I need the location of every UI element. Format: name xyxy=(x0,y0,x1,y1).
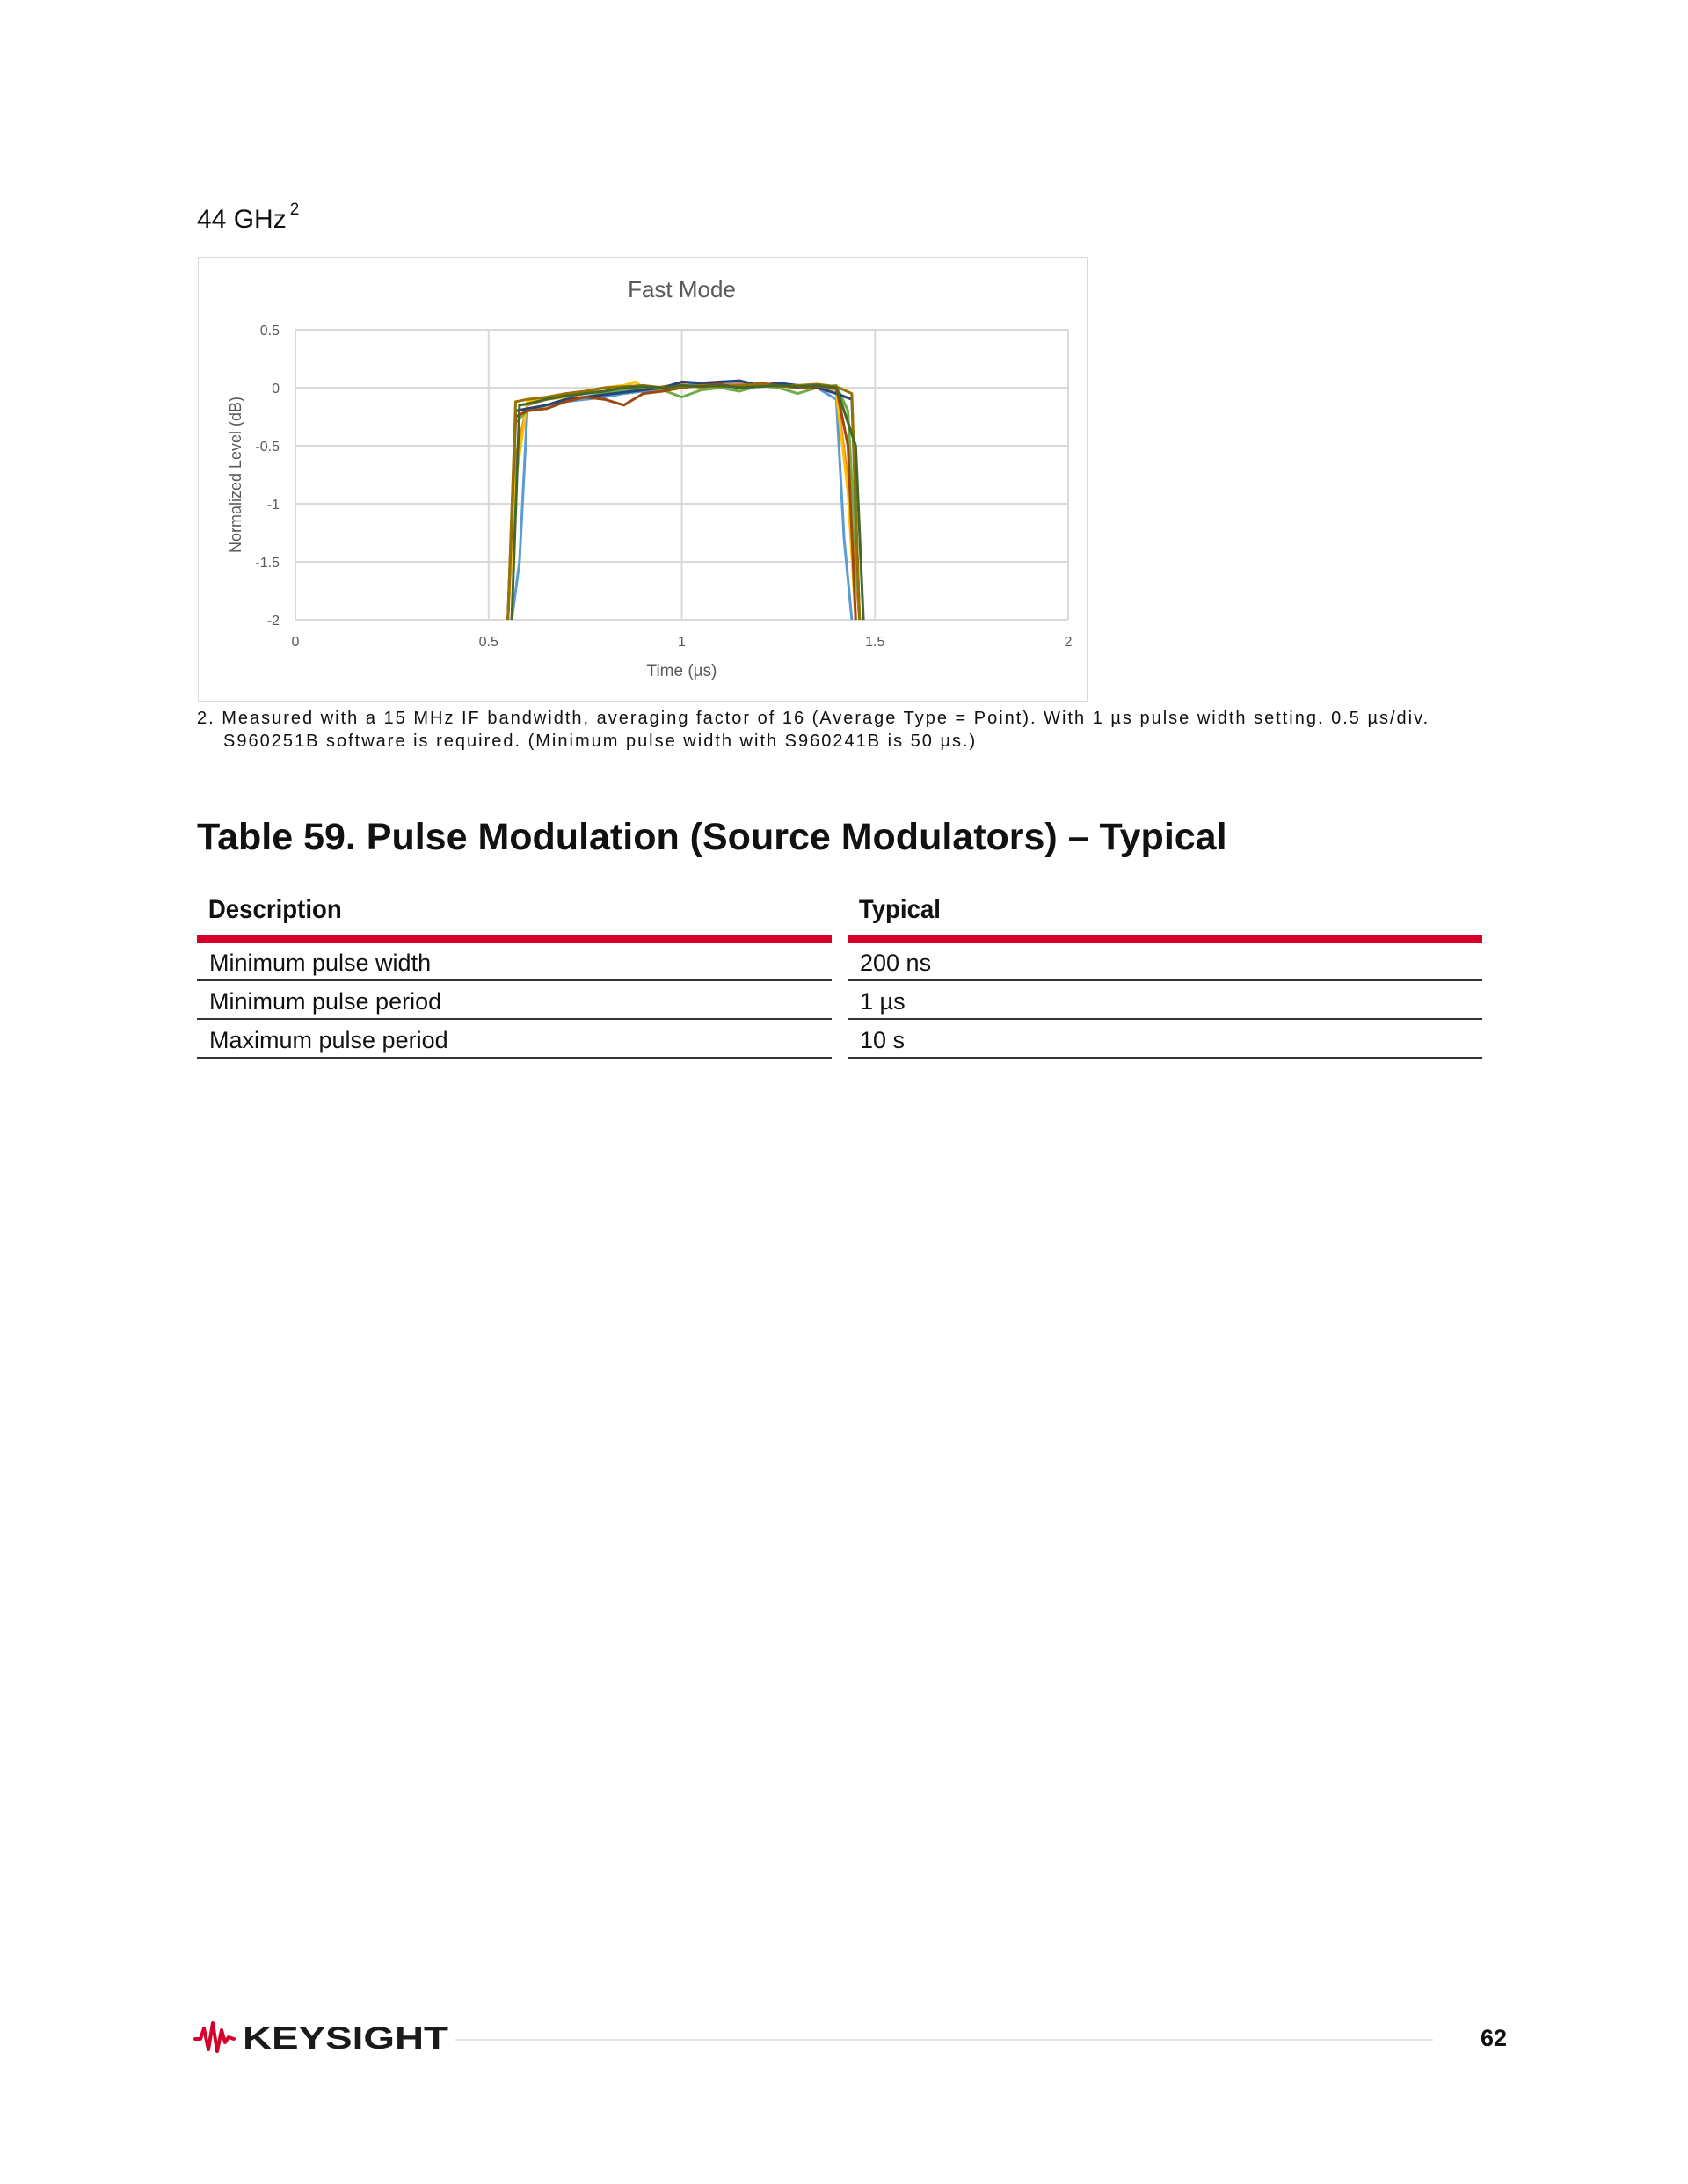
y-tick-label: 0.5 xyxy=(259,324,280,339)
footnote xyxy=(197,707,1430,753)
y-tick-label: -1 xyxy=(266,498,280,513)
x-tick-label: 0 xyxy=(291,635,300,650)
brand-wordmark: KEYSIGHT xyxy=(243,2021,448,2056)
section-heading xyxy=(197,200,300,235)
table-title: Table 59. Pulse Modulation (Source Modulators) – Typical xyxy=(197,816,1227,858)
description-column xyxy=(197,888,832,1059)
header-description: Description xyxy=(207,895,342,924)
footnote-line-1: 2. Measured with a 15 MHz IF bandwidth, averaging factor of 16 (Average Type = Point). With 1 µs pulse width setting. 0.5 µs/div. xyxy=(197,709,1430,728)
section-heading-text: 44 GHz xyxy=(197,205,287,234)
header-accent-bar xyxy=(848,935,1482,943)
table-cell: Minimum pulse width xyxy=(197,943,832,981)
x-tick-label: 2 xyxy=(1064,635,1073,650)
series-line xyxy=(512,385,863,620)
header-accent-bar xyxy=(197,935,832,943)
table-cell: Maximum pulse period xyxy=(197,1020,832,1059)
y-tick-label: -2 xyxy=(266,614,280,629)
table-cell: Minimum pulse period xyxy=(197,981,832,1020)
x-axis-label: Time (µs) xyxy=(646,662,717,681)
series-line xyxy=(508,384,860,620)
y-tick-label: -1.5 xyxy=(255,556,280,571)
keysight-wave-icon xyxy=(195,2023,234,2051)
chart-canvas xyxy=(199,258,1087,701)
y-axis-label: Normalized Level (dB) xyxy=(227,396,244,554)
keysight-logo xyxy=(193,2018,457,2057)
header-typical: Typical xyxy=(858,895,941,924)
table-cell: 200 ns xyxy=(848,943,1482,981)
footer-divider xyxy=(455,2039,1433,2041)
footnote-reference: 2 xyxy=(289,200,300,219)
series-line xyxy=(508,384,860,620)
footnote-line-2: S960251B software is required. (Minimum pulse width with S960241B is 50 µs.) xyxy=(223,732,978,751)
typical-column xyxy=(848,888,1482,1059)
table-cell: 10 s xyxy=(848,1020,1482,1059)
series-line xyxy=(508,381,860,620)
page-number: 62 xyxy=(1481,2025,1508,2051)
pulse-chart xyxy=(198,257,1088,702)
chart-title: Fast Mode xyxy=(628,276,736,302)
x-tick-label: 1.5 xyxy=(865,635,885,650)
y-tick-label: -0.5 xyxy=(255,440,280,455)
series-line xyxy=(508,385,860,620)
x-tick-label: 1 xyxy=(678,635,686,650)
table-cell: 1 µs xyxy=(848,981,1482,1020)
x-tick-label: 0.5 xyxy=(478,635,498,650)
y-tick-label: 0 xyxy=(272,382,280,397)
